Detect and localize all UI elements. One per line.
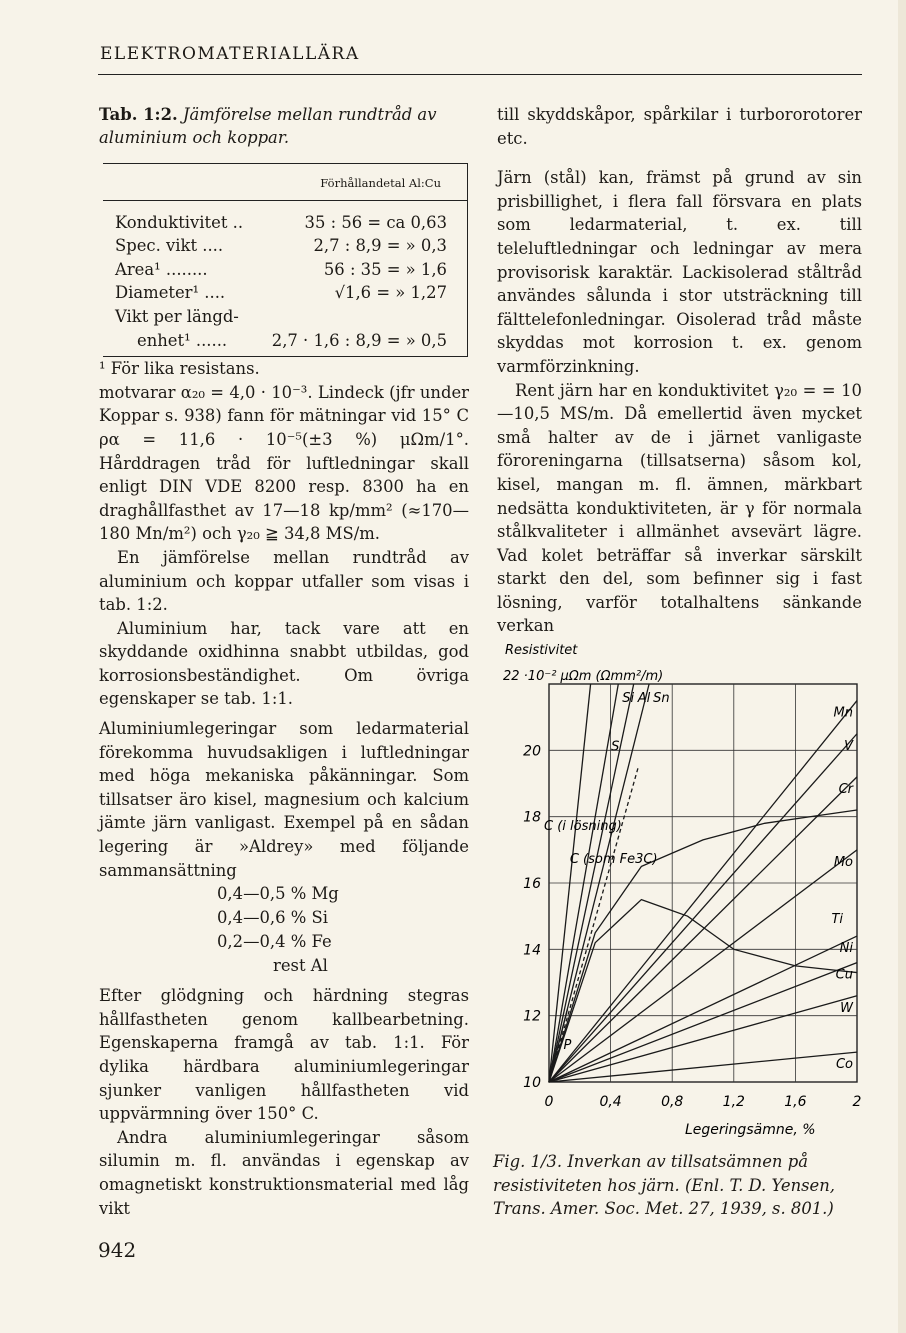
y-tick-label: 12 <box>523 1008 541 1025</box>
y-tick-label: 18 <box>523 809 541 826</box>
series-label-sn: Sn <box>653 691 670 706</box>
series-line-mn <box>549 701 857 1082</box>
series-label-v: V <box>844 738 853 754</box>
paragraph: till skyddskåpor, spårkilar i turbororotorer etc. <box>497 105 862 148</box>
table-column-header: Förhållandetal Al:Cu <box>103 164 467 201</box>
row-label: enhet¹ ...... <box>137 330 228 350</box>
running-header: ELEKTROMATERIALLÄRA <box>100 44 360 64</box>
paragraph-aluminium-alloys: Aluminiumlegeringar som ledarmaterial förekomma huvudsakligen i luftledningar med höga mekaniska påkänningar. Som tillsatser äro kisel, magnesium och kalcium jämte järn vanligast. Exempel på en sådan legering är »Aldrey» med följande sammansättning <box>99 719 469 880</box>
table-body <box>103 211 467 353</box>
alloy-line: 0,4—0,5 % Mg <box>217 884 339 904</box>
series-label-co: Co <box>835 1057 853 1073</box>
x-tick-label: 2 <box>852 1094 862 1110</box>
series-label-c-som-fe3c: C (som Fe3C) <box>569 852 658 868</box>
alloy-line: rest Al <box>273 956 328 976</box>
paragraph: motvarar α₂₀ = 4,0 · 10⁻³. Lindeck (jfr under Koppar s. 938) fann för mätningar vid 15° C ρα = 11,6 · 10⁻⁵(±3 %) μΩm/1°. Hårddragen tråd för luftledningar skall enligt DIN VDE 8200 resp. 8300 ha en draghållfasthet av 17—18 kp/mm² (≈170—180 Mn/m²) och γ₂₀ ≧ 34,8 MS/m. <box>99 382 469 544</box>
series-line-co <box>549 1052 857 1082</box>
paragraph: Rent järn har en konduktivitet γ₂₀ = = 10—10,5 MS/m. Då emellertid även mycket små halter av de i järnet vanligaste föroreningarna (tillsatserna) såsom kol, kisel, mangan m. fl. ämnen, märkbart nedsätta konduktiviteten, är γ för normala stålkvaliteter i allmänhet avsevärt lägre. Vad kolet beträffar så inverkar särskilt starkt den del, som befinner sig i fast lösning, varför totalhaltens sänkande verkan <box>497 380 862 636</box>
row-value: √1,6 = » 1,27 <box>334 283 447 303</box>
x-tick-label: 0 <box>544 1094 554 1110</box>
paragraph: Efter glödgning och härdning stegras hållfastheten genom kallbearbetning. Egenskaperna framgå av tab. 1:1. För dylika härdbara aluminiumlegeringar sjunker vanligen hållfastheten vid uppvärmning över 150° C. <box>99 986 469 1124</box>
row-label: Konduktivitet .. <box>115 212 244 232</box>
series-label-ni: Ni <box>839 941 853 957</box>
series-label-c-i-l-sning: C (i lösning) <box>543 818 622 834</box>
series-label-p: P <box>563 1037 572 1053</box>
x-tick-label: 1,6 <box>784 1094 807 1110</box>
table-footnote: ¹ För lika resistans. <box>99 359 260 379</box>
alloy-composition <box>217 882 469 978</box>
alloy-line: 0,4—0,6 % Si <box>217 908 328 928</box>
x-axis-label: Legeringsämne, % <box>685 1122 816 1138</box>
series-line-v <box>549 734 857 1082</box>
row-value: 56 : 35 = » 1,6 <box>323 259 447 279</box>
left-column <box>99 103 469 1220</box>
table-row <box>103 234 467 258</box>
table-caption-title: Jämförelse mellan rundtråd av aluminium och koppar. <box>99 105 437 147</box>
row-value <box>255 305 467 329</box>
series-label-mn: Mn <box>833 705 853 721</box>
paragraph: En jämförelse mellan rundtråd av aluminium och koppar utfaller som visas i tab. 1:2. <box>99 547 469 615</box>
figure-caption: Fig. 1/3. Inverkan av tillsatsämnen på resistiviteten hos järn. (Enl. T. D. Yensen, Trans. Amer. Soc. Met. 27, 1939, s. 801.) <box>493 1152 836 1219</box>
row-value: 2,7 : 8,9 = » 0,3 <box>313 236 447 256</box>
series-label-si: Si <box>622 691 635 706</box>
series-label-cu: Cu <box>835 967 853 983</box>
table-row <box>103 211 467 235</box>
series-label-ti: Ti <box>831 911 843 927</box>
y-tick-label: 10 <box>523 1075 541 1091</box>
x-tick-label: 0,8 <box>661 1094 684 1110</box>
paragraph: Aluminium har, tack vare att en skyddande oxidhinna snabbt utbildas, god korrosionsbeständighet. Om övriga egenskaper se tab. 1:1. <box>99 618 469 709</box>
table-caption-label: Tab. 1:2. <box>99 105 178 124</box>
y-tick-label: 20 <box>523 743 541 760</box>
page-edge <box>898 0 906 1333</box>
row-label: Spec. vikt .... <box>115 236 224 256</box>
y-axis-label: 22 ·10⁻² μΩm (Ωmm²/m) <box>503 669 664 684</box>
row-label: Area¹ ........ <box>115 259 208 279</box>
page-number: 942 <box>98 1238 137 1262</box>
resistivity-chart <box>493 636 865 1141</box>
table-row <box>103 281 467 305</box>
alloy-line: 0,2—0,4 % Fe <box>217 932 332 952</box>
table-caption <box>99 103 469 149</box>
row-label: Diameter¹ .... <box>115 283 226 303</box>
series-label-cr: Cr <box>838 781 853 797</box>
row-value: 35 : 56 = ca 0,63 <box>304 212 447 232</box>
table-row <box>103 305 467 329</box>
series-label-w: W <box>840 1000 853 1016</box>
row-label: Vikt per längd- <box>115 306 239 326</box>
series-line-ti <box>549 900 857 1082</box>
series-line-mo <box>549 850 857 1082</box>
table-row <box>103 258 467 282</box>
series-label-mo: Mo <box>833 854 853 870</box>
paragraph: Andra aluminiumlegeringar såsom silumin m. fl. användas i egenskap av omagnetiskt konstruktionsmaterial med låg vikt <box>99 1127 469 1218</box>
chart-title: Resistivitet <box>505 643 578 658</box>
comparison-table <box>103 163 468 357</box>
series-line-cu <box>549 963 857 1082</box>
series-line-c-som-fe3c <box>549 810 857 1082</box>
chart-ticks <box>523 743 861 1110</box>
right-column <box>497 103 862 638</box>
series-label-s: S <box>611 739 620 755</box>
paragraph-iron: Järn (stål) kan, främst på grund av sin prisbillighet, i flera fall försvara en plats som ledarmaterial, t. ex. till teleluftledningar och ledningar av mera provisorisk karaktär. Lackisolerad ståltråd användes sålunda i stor utsträckning till fälttelefonledningar. Oisolerad tråd måste skyddas mot korrosion t. ex. genom varmförzinkning. <box>497 168 862 376</box>
x-tick-label: 0,4 <box>599 1094 622 1110</box>
table-row <box>103 329 467 353</box>
header-rule <box>98 74 862 75</box>
series-label-al: Al <box>637 691 651 706</box>
y-tick-label: 14 <box>523 942 541 959</box>
x-tick-label: 1,2 <box>722 1094 745 1110</box>
series-line-s <box>549 767 638 1082</box>
y-tick-label: 16 <box>523 876 541 892</box>
row-value: 2,7 · 1,6 : 8,9 = » 0,5 <box>271 330 447 350</box>
